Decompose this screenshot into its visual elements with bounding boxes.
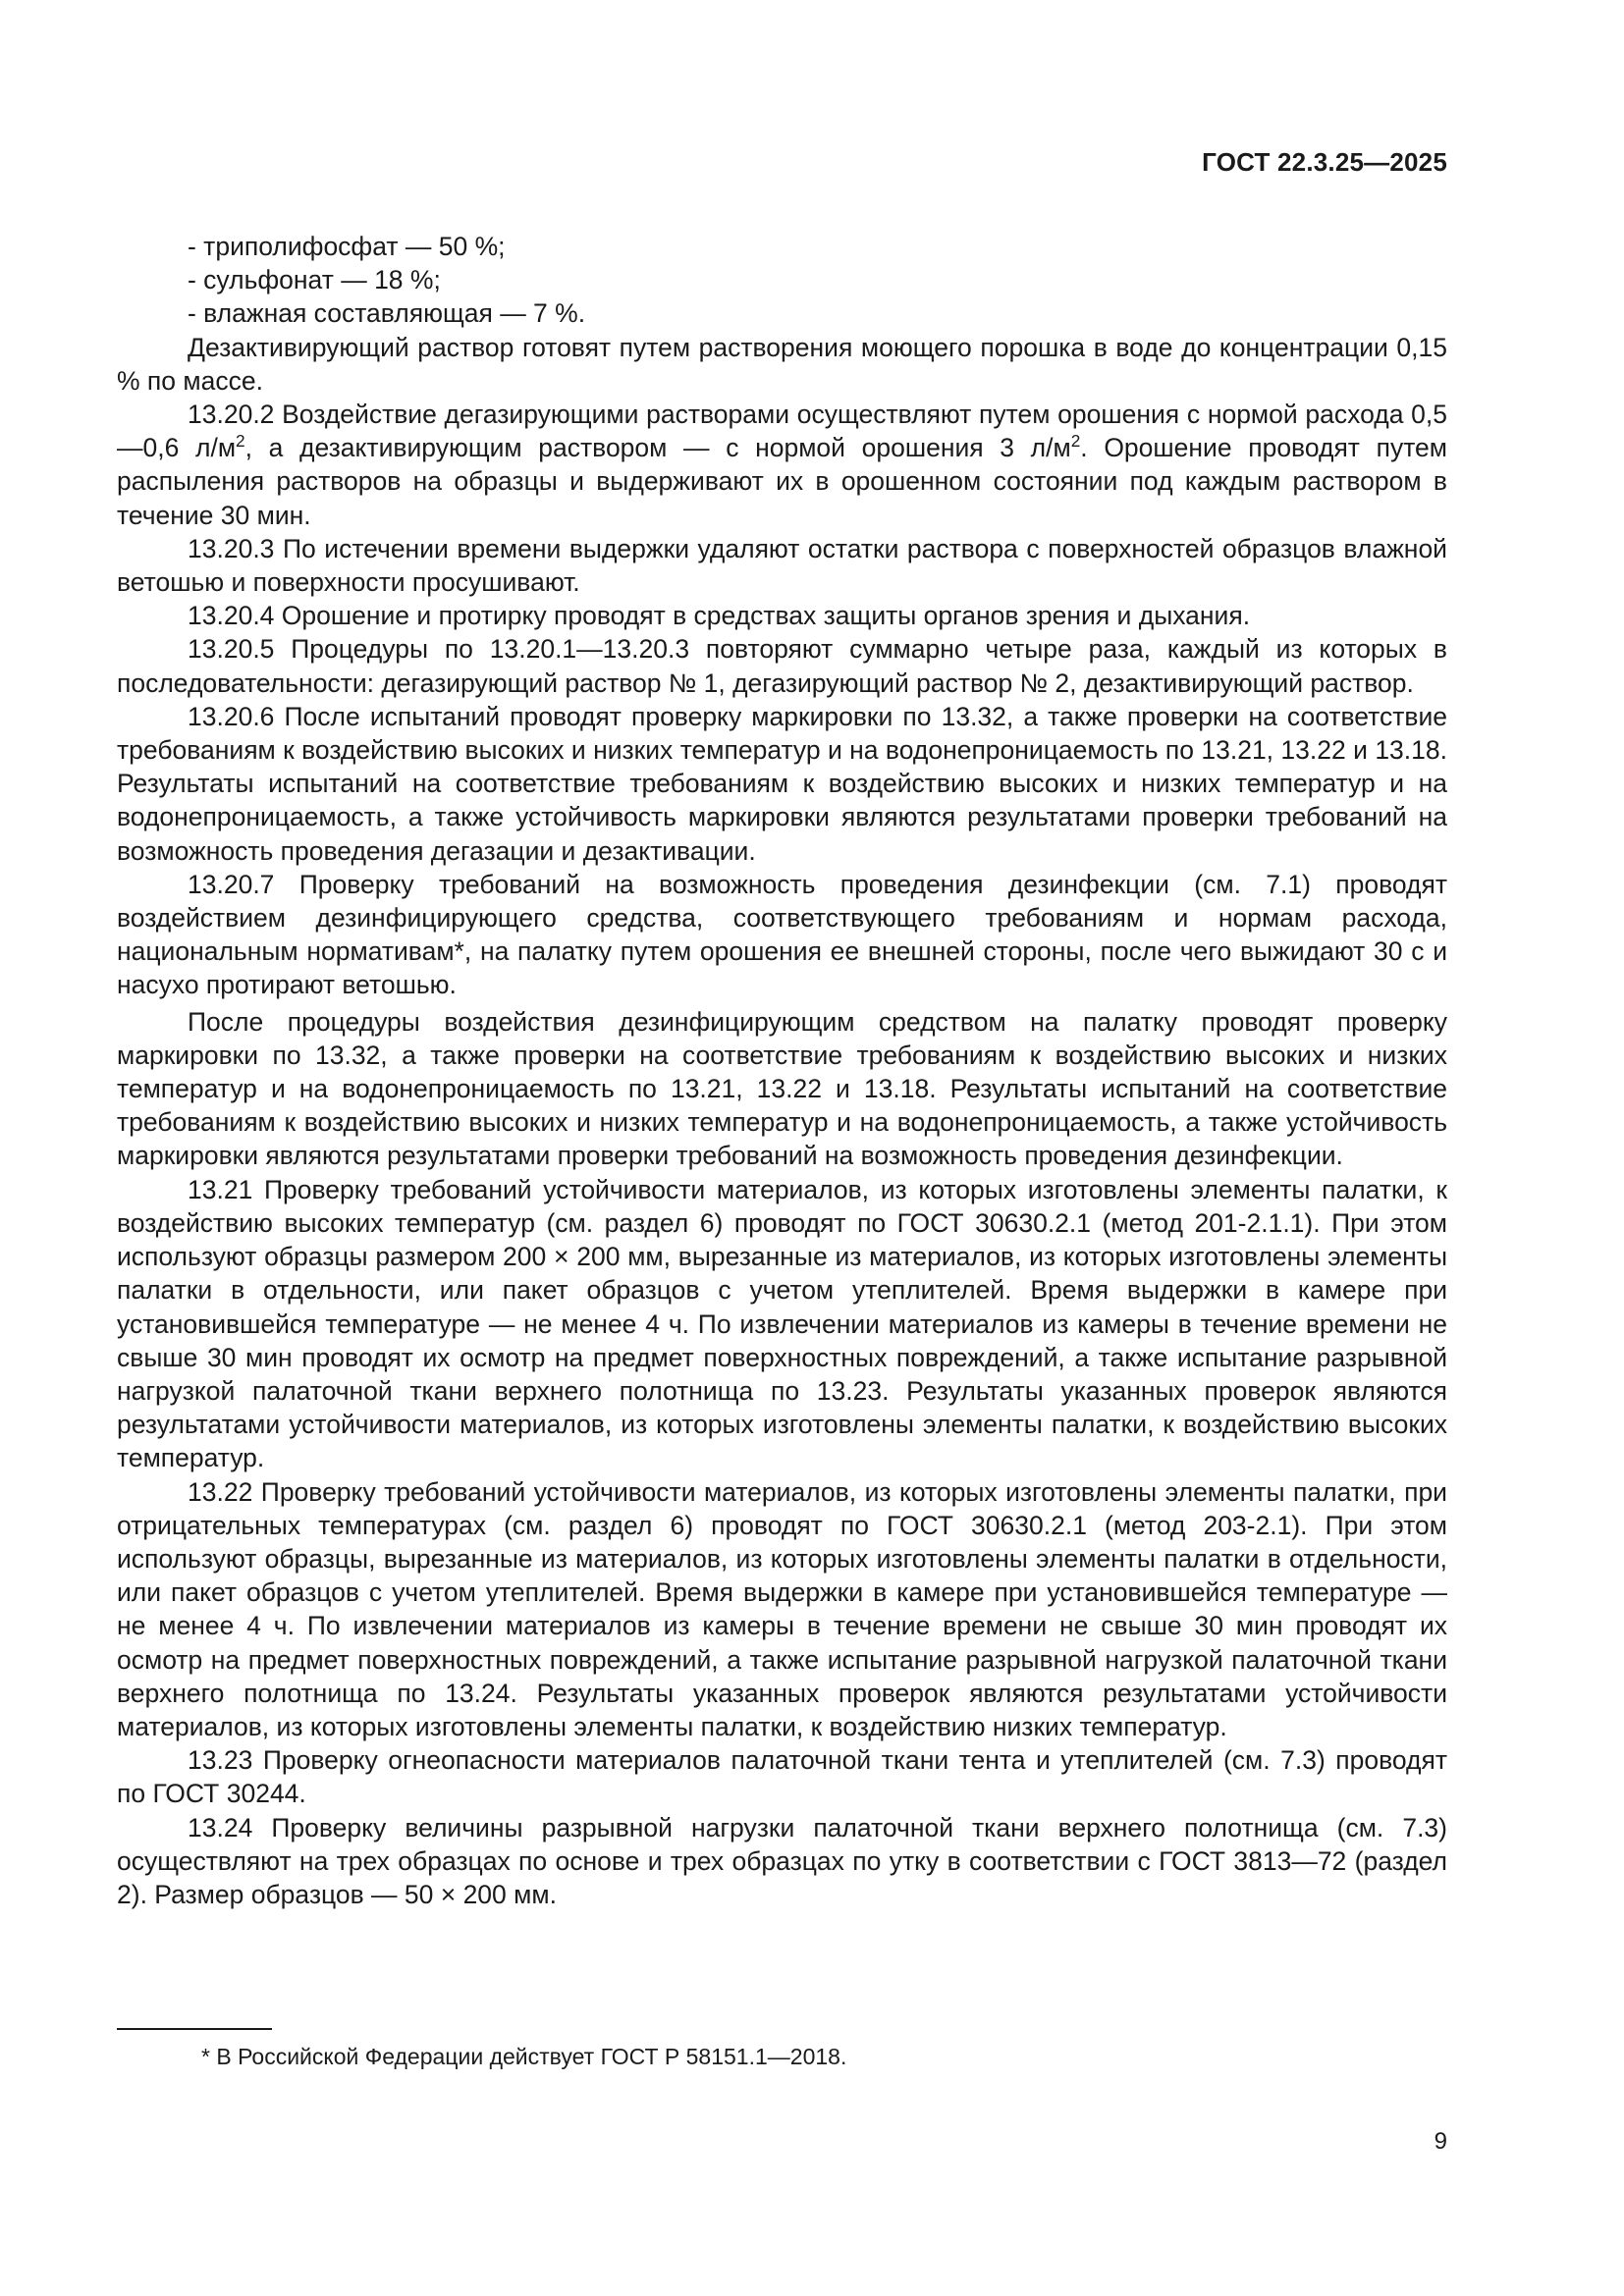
paragraph-13-24: 13.24 Проверку величины разрывной нагрузки палаточной ткани верхнего полотнища (см. 7.3) осуществляют на трех образцах по основе и трех образцах по утку в соответствии с ГОСТ 3813—72 (раздел 2). Размер образцов — 50 × 200 мм. — [117, 1812, 1447, 1909]
paragraph-13-20-5: 13.20.5 Процедуры по 13.20.1—13.20.3 повторяют суммарно четыре раза, каждый из которых в последовательности: дегазирующий раствор № 1, дегазирующий раствор № 2, дезактивирующий раствор. — [117, 634, 1447, 698]
list-item-sulfonate: - сульфонат — 18 %; — [188, 265, 441, 295]
page-number: 9 — [1434, 2128, 1447, 2155]
footnote-divider — [117, 2028, 272, 2030]
superscript-2: 2 — [1070, 431, 1081, 452]
list-item-moisture: - влажная составляющая — 7 %. — [188, 298, 586, 329]
paragraph-13-21: 13.21 Проверку требований устойчивости материалов, из которых изготовлены элементы палатки, к воздействию высоких температур (см. раздел 6) проводят по ГОСТ 30630.2.1 (метод 201-2.1.1). При этом используют образцы размером 200 × 200 мм, вырезанные из материалов, из которых изготовлены элементы палатки в отдельности, или пакет образцов с учетом утеплителей. Время выдержки в камере при установившейся температуре — не менее 4 ч. По извлечении материалов из камеры в течение времени не свыше 30 мин проводят их осмотр на предмет поверхностных повреждений, а также испытание разрывной нагрузкой палаточной ткани верхнего полотнища по 13.23. Результаты указанных проверок являются результатами устойчивости материалов, из которых изготовлены элементы палатки, к воздействию высоких температур. — [117, 1174, 1447, 1473]
paragraph-13-20-2-part2: , а дезактивирующим раствором — с нормой орошения 3 л/м — [244, 433, 1071, 463]
document-body — [117, 230, 1447, 1911]
paragraph-13-20-4: 13.20.4 Орошение и протирку проводят в средствах защиты органов зрения и дыхания. — [188, 601, 1251, 631]
paragraph-13-20-7: 13.20.7 Проверку требований на возможность проведения дезинфекции (см. 7.1) проводят воздействием дезинфицирующего средства, соответствующего требованиям и нормам расхода, национальным нормативам*, на палатку путем орошения ее внешней стороны, после чего выжидают 30 с и насухо протирают ветошью. — [117, 869, 1447, 1000]
superscript-2: 2 — [236, 431, 245, 452]
footnote: * В Российской Федерации действует ГОСТ Р 58151.1—2018. — [201, 2044, 847, 2069]
paragraph-disinfection-result: После процедуры воздействия дезинфицирующим средством на палатку проводят проверку маркировки по 13.32, а также проверки на соответствие требованиям к воздействию высоких и низких температур и на водонепроницаемость по 13.21, 13.22 и 13.18. Результаты испытаний на соответствие требованиям к воздействию высоких и низких температур и на водонепроницаемость, а также устойчивость маркировки являются результатами проверки требований на возможность проведения дезинфекции. — [117, 1006, 1447, 1171]
paragraph-13-20-2-part1: 13.20.2 Воздействие дегазирующими растворами осуществляют путем орошения с нормой расхода 0,5—0,6 л/м — [117, 400, 1447, 463]
paragraph-13-20-6: 13.20.6 После испытаний проводят проверку маркировки по 13.32, а также проверки на соответствие требованиям к воздействию высоких и низких температур и на водонепроницаемость по 13.21, 13.22 и 13.18. Результаты испытаний на соответствие требованиям к воздействию высоких и низких температур и на водонепроницаемость, а также устойчивость маркировки являются результатами проверки требований на возможность проведения дегазации и дезактивации. — [117, 701, 1447, 866]
paragraph-deactivating-solution: Дезактивирующий раствор готовят путем растворения моющего порошка в воде до концентрации 0,15 % по массе. — [117, 332, 1447, 396]
list-item-tripolyphosphate: - триполифосфат — 50 %; — [188, 232, 506, 261]
paragraph-13-23: 13.23 Проверку огнеопасности материалов палаточной ткани тента и утеплителей (см. 7.3) проводят по ГОСТ 30244. — [117, 1745, 1447, 1809]
paragraph-13-20-2 — [117, 398, 1447, 532]
paragraph-13-20-3: 13.20.3 По истечении времени выдержки удаляют остатки раствора с поверхностей образцов влажной ветошью и поверхности просушивают. — [117, 533, 1447, 598]
paragraph-13-22: 13.22 Проверку требований устойчивости материалов, из которых изготовлены элементы палатки, при отрицательных температурах (см. раздел 6) проводят по ГОСТ 30630.2.1 (метод 203-2.1). При этом используют образцы, вырезанные из материалов, из которых изготовлены элементы палатки в отдельности, или пакет образцов с учетом утеплителей. Время выдержки в камере при установившейся температуре — не менее 4 ч. По извлечении материалов из камеры в течение времени не свыше 30 мин проводят их осмотр на предмет поверхностных повреждений, а также испытание разрывной нагрузкой палаточной ткани верхнего полотнища по 13.24. Результаты указанных проверок являются результатами устойчивости материалов, из которых изготовлены элементы палатки, к воздействию низких температур. — [117, 1476, 1447, 1741]
paragraph-13-20-2-part3: . Орошение проводят путем распыления растворов на образцы и выдерживают их в орошенном состоянии под каждым раствором в течение 30 мин. — [117, 433, 1447, 530]
document-code-header: ГОСТ 22.3.25—2025 — [1202, 147, 1447, 177]
